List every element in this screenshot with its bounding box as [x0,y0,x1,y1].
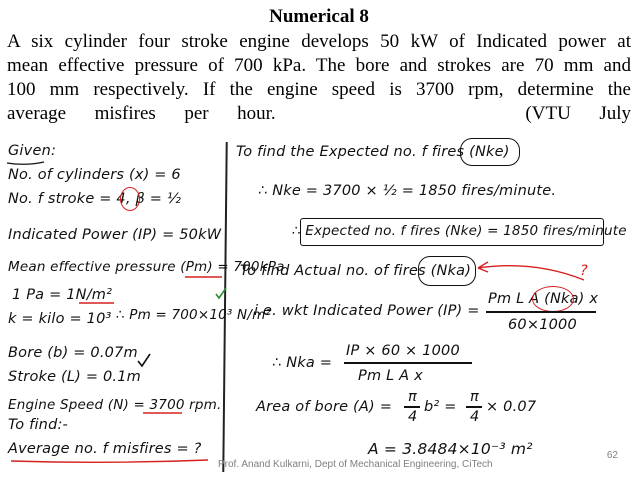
problem-line-4: average misfires per hour. (VTU July [7,103,631,124]
given-heading: Given: [8,143,57,159]
check-icon [214,286,228,300]
problem-line-2: mean effective pressure of 700 kPa. The bore and strokes are 70 mm and [7,55,631,76]
pascal-underline [78,300,118,306]
fraction-bar [486,311,596,313]
given-pascal: 1 Pa = 1N/m² [12,287,113,303]
to-find-label: To find:- [8,417,68,433]
step1-heading: To find the Expected no. f fires (Nke) [236,144,510,160]
step2-numerator: Pm L A (Nka) x [488,291,599,307]
given-cylinders: No. of cylinders (x) = 6 [8,167,181,183]
question-mark: ? [580,263,588,279]
problem-statement [0,0,638,156]
mep-underline [184,274,224,280]
nke-circle [460,138,520,166]
step4-four-1: 4 [408,409,418,425]
step3-left: ∴ Nka = [272,355,333,371]
fraction-bar [344,362,472,364]
to-find-misfires: Average no. f misfires = ? [8,441,202,457]
page-number: 62 [606,450,618,461]
problem-line-3: 100 mm respectively. If the engine speed is 3700 rpm, determine the [7,79,631,100]
speed-underline [142,410,184,416]
nka-circle [418,256,476,286]
step4-right: × 0.07 [486,399,537,415]
step3-numerator: IP × 60 × 1000 [346,343,460,359]
step2-relation: i.e. wkt Indicated Power (IP) = [254,303,480,319]
given-kilo: k = kilo = 10³ [8,311,112,327]
given-strokes: No. f stroke = 4, β = ½ [8,191,182,207]
step4-pi-2: π [470,389,479,405]
nka-circle-red [532,286,574,312]
given-bore: Bore (b) = 0.07m [8,345,138,361]
beta-circle [120,187,140,211]
footer-credit: Prof. Anand Kulkarni, Dept of Mechanical Engineering, CiTech [218,459,493,470]
misfires-underline [10,458,210,464]
problem-title: Numerical 8 [269,6,369,27]
given-mep: Mean effective pressure (Pm) = 700kPa [8,259,285,275]
step4-left: Area of bore (A) = [256,399,393,415]
step1-result: ∴ Expected no. f fires (Nke) = 1850 fires/minute [292,223,627,239]
problem-line-1: A six cylinder four stroke engine develops 50 kW of Indicated power at [7,31,631,52]
step4-four-2: 4 [470,409,480,425]
step2-heading: To find Actual no. of fires (Nka) [240,263,472,279]
step2-denominator: 60×1000 [508,317,577,333]
step4-pi-1: π [408,389,417,405]
step4-mid: b² = [424,399,457,415]
given-pm-value: ∴ Pm = 700×10³ N/m² [116,307,272,323]
given-engine-speed: Engine Speed (N) = 3700 rpm. [8,397,222,413]
step1-calculation: ∴ Nke = 3700 × ½ = 1850 fires/minute. [258,183,557,199]
given-stroke-length: Stroke (L) = 0.1m [8,369,141,385]
given-indicated-power: Indicated Power (IP) = 50kW [8,227,222,243]
step3-denominator: Pm L A x [358,368,423,384]
step5-area-result: A = 3.8484×10⁻³ m² [368,440,533,458]
check-icon [136,352,152,368]
